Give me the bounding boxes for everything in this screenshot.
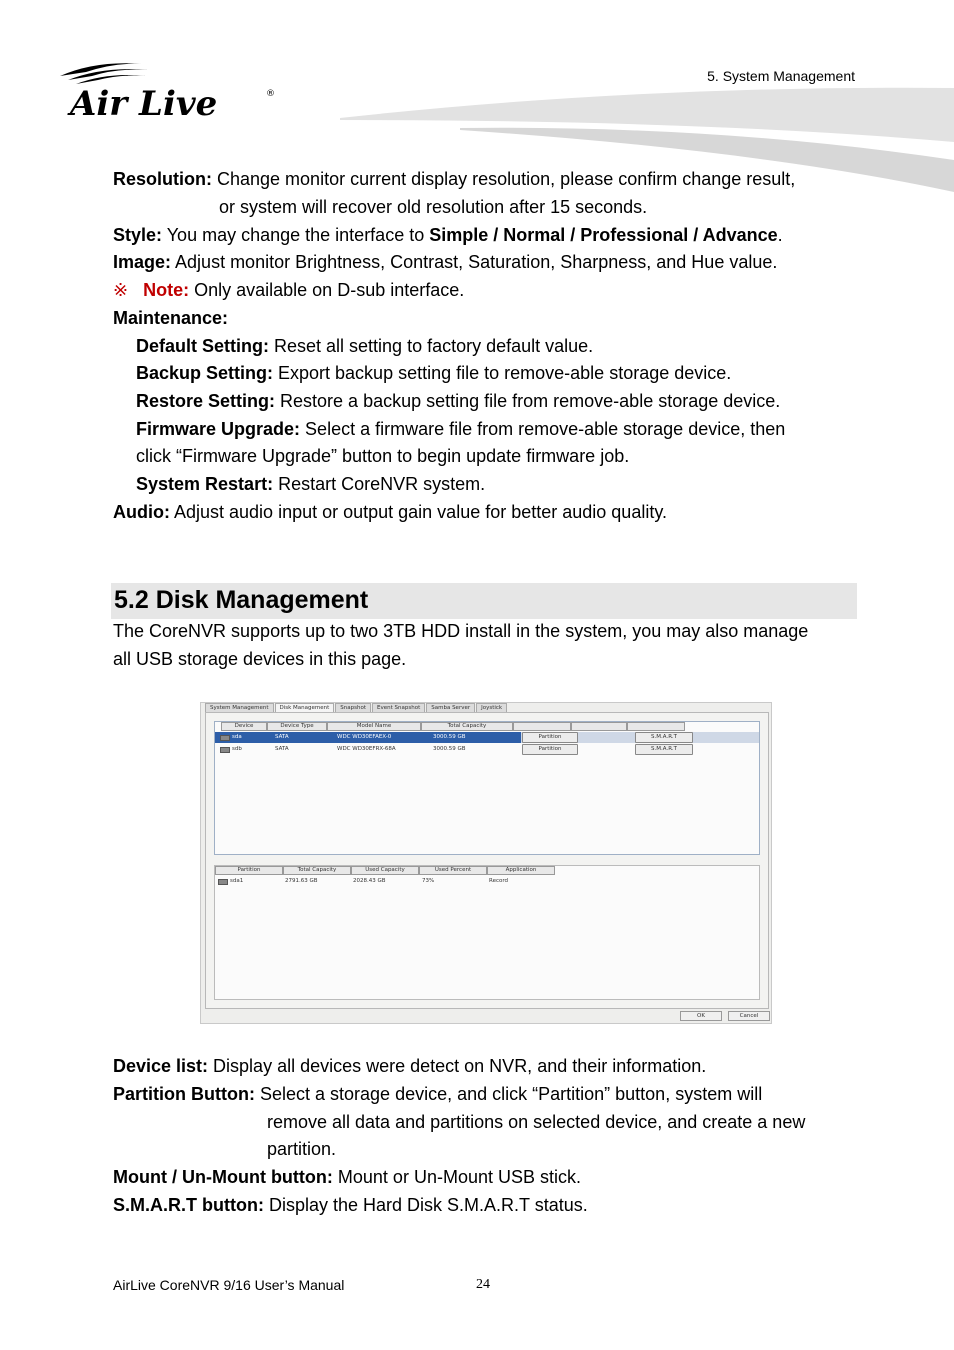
- firmware-upgrade-line: Firmware Upgrade: Select a firmware file from remove-able storage device, then: [136, 419, 786, 439]
- note-symbol: ※: [113, 280, 129, 300]
- partition-button[interactable]: Partition: [522, 732, 578, 743]
- image-line: Image: Adjust monitor Brightness, Contrast, Saturation, Sharpness, and Hue value.: [113, 252, 778, 272]
- tab-disk-management[interactable]: Disk Management: [275, 703, 335, 712]
- device-name: sda: [232, 734, 242, 740]
- smart-button-line: S.M.A.R.T button: Display the Hard Disk S.M.A.R.T status.: [113, 1195, 588, 1215]
- backup-setting-line: Backup Setting: Export backup setting file to remove-able storage device.: [136, 363, 732, 383]
- disk-management-screenshot: [200, 702, 772, 1024]
- audio-line: Audio: Adjust audio input or output gain value for better audio quality.: [113, 502, 667, 522]
- section-header-label: 5. System Management: [707, 68, 855, 84]
- tab-joystick[interactable]: Joystick: [476, 703, 507, 712]
- partition-name: sda1: [230, 878, 244, 884]
- col-device[interactable]: Device: [221, 722, 267, 731]
- device-model: WDC WD30EFRX-68A: [337, 746, 396, 752]
- partition-app: Record: [489, 878, 509, 884]
- ok-button[interactable]: OK: [680, 1011, 722, 1021]
- col-partition-name[interactable]: Partition: [215, 866, 283, 875]
- partition-percent: 73%: [422, 878, 435, 884]
- partition-used: 2028.43 GB: [353, 878, 386, 884]
- system-restart-line: System Restart: Restart CoreNVR system.: [136, 474, 486, 494]
- col-used-capacity[interactable]: Used Capacity: [351, 866, 419, 875]
- device-model: WDC WD30EFAEX-0: [337, 734, 392, 740]
- partition-row[interactable]: [215, 876, 759, 887]
- device-capacity: 3000.59 GB: [433, 746, 466, 752]
- col-extra[interactable]: [571, 722, 627, 731]
- style-line: Style: You may change the interface to Simple / Normal / Professional / Advance.: [113, 225, 783, 245]
- smart-button[interactable]: S.M.A.R.T: [635, 732, 693, 743]
- device-list-header: [215, 722, 685, 730]
- firmware-upgrade-line-2: click “Firmware Upgrade” button to begin update firmware job.: [136, 446, 630, 466]
- device-type: SATA: [275, 746, 289, 752]
- col-device-type[interactable]: Device Type: [267, 722, 327, 731]
- resolution-line: Resolution: Change monitor current display resolution, please confirm change result,: [113, 169, 796, 189]
- device-row[interactable]: [215, 732, 759, 743]
- registered-mark: ®: [266, 89, 275, 99]
- disk-management-pane: [205, 712, 769, 1009]
- device-list-line: Device list: Display all devices were detect on NVR, and their information.: [113, 1056, 707, 1076]
- tab-event-snapshot[interactable]: Event Snapshot: [372, 703, 425, 712]
- col-partition[interactable]: [513, 722, 571, 731]
- restore-setting-line: Restore Setting: Restore a backup setting file from remove-able storage device.: [136, 391, 781, 411]
- tab-samba-server[interactable]: Samba Server: [426, 703, 475, 712]
- col-model-name[interactable]: Model Name: [327, 722, 421, 731]
- partition-button-line-2: remove all data and partitions on selected device, and create a new: [267, 1112, 806, 1132]
- col-smart[interactable]: [627, 722, 685, 731]
- device-capacity: 3000.59 GB: [433, 734, 466, 740]
- partition-button-line: Partition Button: Select a storage device, and click “Partition” button, system will: [113, 1084, 763, 1104]
- page-number: 24: [476, 1277, 490, 1292]
- resolution-line-2: or system will recover old resolution after 15 seconds.: [219, 197, 648, 217]
- disk-icon: [218, 879, 228, 885]
- device-list[interactable]: [214, 721, 760, 855]
- cancel-button[interactable]: Cancel: [728, 1011, 770, 1021]
- maintenance-heading: Maintenance:: [113, 308, 229, 328]
- section-intro-1: The CoreNVR supports up to two 3TB HDD install in the system, you may also manage: [113, 621, 809, 641]
- col-application[interactable]: Application: [487, 866, 555, 875]
- mount-button-line: Mount / Un-Mount button: Mount or Un-Mount USB stick.: [113, 1167, 581, 1187]
- partition-button[interactable]: Partition: [522, 744, 578, 755]
- footer-manual-title: AirLive CoreNVR 9/16 User’s Manual: [113, 1277, 345, 1293]
- smart-button[interactable]: S.M.A.R.T: [635, 744, 693, 755]
- brand-text: Air Live: [70, 84, 218, 124]
- partition-list-header: [215, 866, 555, 874]
- col-used-percent[interactable]: Used Percent: [419, 866, 487, 875]
- col-total-capacity[interactable]: Total Capacity: [421, 722, 513, 731]
- tab-bar: [205, 703, 508, 712]
- device-name: sdb: [232, 746, 242, 752]
- section-intro-2: all USB storage devices in this page.: [113, 649, 407, 669]
- device-type: SATA: [275, 734, 289, 740]
- col-part-total[interactable]: Total Capacity: [283, 866, 351, 875]
- disk-icon: [220, 747, 230, 753]
- disk-icon: [220, 735, 230, 741]
- device-row[interactable]: [215, 744, 759, 755]
- section-title: 5.2 Disk Management: [114, 586, 369, 614]
- note-line: ※ Note: Only available on D-sub interface.: [113, 280, 465, 300]
- tab-snapshot[interactable]: Snapshot: [335, 703, 371, 712]
- partition-button-line-3: partition.: [267, 1139, 337, 1159]
- tab-system-management[interactable]: System Management: [205, 703, 274, 712]
- partition-list[interactable]: [214, 865, 760, 1000]
- airlive-logo: [56, 58, 286, 124]
- section-heading-bar: [111, 583, 857, 619]
- default-setting-line: Default Setting: Reset all setting to factory default value.: [136, 336, 594, 356]
- partition-total: 2791.63 GB: [285, 878, 318, 884]
